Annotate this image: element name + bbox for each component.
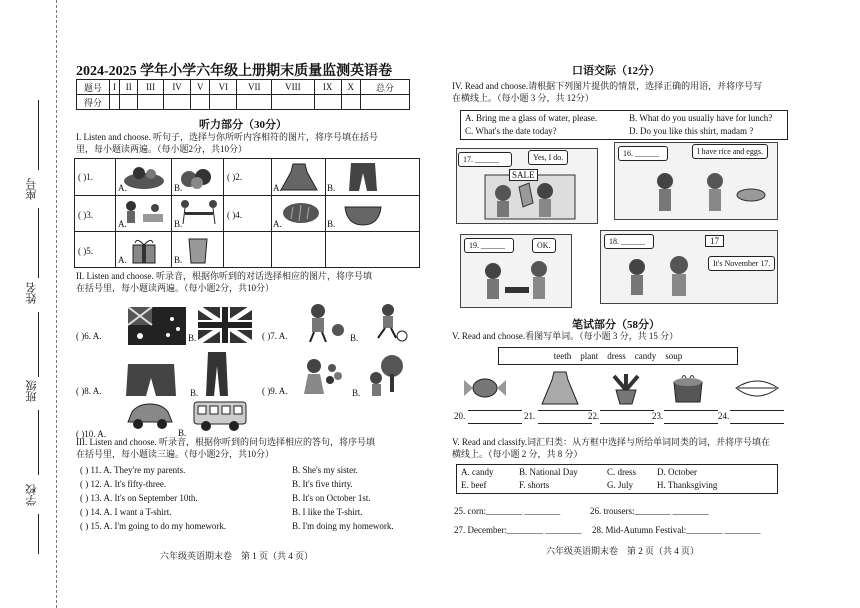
classify-option: A. candy [461,467,494,477]
oral-instructions [452,80,802,104]
section3-questions [80,464,420,534]
score-input[interactable] [138,95,164,110]
bread-loaf-icon [279,199,323,227]
question-7[interactable]: ( )7. A. [262,331,288,341]
question-26[interactable]: 26. trousers:________ ________ [590,506,709,516]
listening-title: 听力部分（30分） [199,119,287,131]
soup-pot-icon [668,372,708,406]
man-tree-icon [364,354,410,398]
question-17-blank[interactable]: 17. ______ [458,152,512,167]
section6-instructions [452,436,802,460]
question-6[interactable]: ( )6. A. [76,331,102,341]
speech-bubble-18: It's November 17. [708,256,775,271]
answer-line-23[interactable] [664,410,718,424]
score-header-row [77,80,410,95]
seat-label: 座号 [26,178,38,200]
question-20: 20. [454,411,466,421]
page-footer-left: 六年级英语期末卷 第 1 页（共 4 页） [160,551,314,561]
oral-options-box [460,110,788,140]
answer-line-21[interactable] [538,410,592,424]
score-input[interactable] [360,95,409,110]
score-input[interactable] [210,95,237,110]
score-cell: VI [210,80,237,95]
score-table [76,79,410,110]
option-b-label: B. [190,388,199,398]
classify-option: B. National Day [519,467,578,477]
instruction-line: 里，每小题读两遍。（每小题2分，共10分） [76,144,248,154]
section1-grid [74,158,420,268]
calendar-icon: 17 [705,235,724,247]
score-input[interactable] [314,95,341,110]
name-label: 姓名 [26,282,38,304]
written-title: 笔试部分（58分） [572,319,660,331]
classify-option: E. beef [461,480,487,490]
oral-option: A. Bring me a glass of water, please. [465,113,598,123]
score-cell: VII [237,80,272,95]
instruction-line: V. Read and classify.词汇归类：从方框中选择与所给单词同类的词，并将序号填在 [452,437,770,447]
score-cell: 总分 [360,80,409,95]
instruction-line: II. Listen and choose. 听录音，根据你听到的对话选择相应的图片，将序号填 [76,271,372,281]
score-cell: II [120,80,138,95]
speech-bubble-17: Yes, I do. [528,150,568,165]
question-2[interactable]: ( )2. [227,172,242,182]
option-b-label: B. [327,219,336,229]
question-25[interactable]: 25. corn:________ ________ [454,506,561,516]
instruction-line: 在括号里，每小题读三遍。（每小题2分，共10分） [76,449,275,459]
option-a[interactable]: ( ) 12. A. It's fifty-three. [80,479,167,489]
soup-bowl-icon [341,199,385,227]
question-16-blank[interactable]: 16. ______ [618,146,668,161]
shorts-icon [124,362,178,400]
australia-flag-icon [128,307,186,345]
classify-option: G. July [607,480,634,490]
option-a-label: A. [273,183,282,193]
classify-option: C. dress [607,467,636,477]
oral-option: D. Do you like this shirt, madam ? [629,126,754,136]
score-cell: I [110,80,120,95]
section1-instructions [76,131,416,155]
jeans-icon [204,350,230,398]
bus-icon [192,400,248,432]
sale-sign: SALE [509,169,538,181]
oral-title: 口语交际（12分） [572,65,660,77]
uk-flag-icon [198,307,252,343]
restaurant-scene-icon [469,257,565,305]
question-19-blank[interactable]: 19. ______ [464,238,514,253]
oral-option: C. What's the date today? [465,126,557,136]
section3-instructions [76,436,416,460]
calendar-scene-icon [617,253,697,301]
question-22: 22. [588,411,600,421]
question-1[interactable]: ( )1. [78,172,93,182]
section2-instructions [76,270,416,294]
question-28[interactable]: 28. Mid-Autumn Festival:________ ________ [592,525,761,535]
divider-line [38,410,39,475]
score-cell: 得分 [77,95,110,110]
option-a[interactable]: ( ) 11. A. They're my parents. [80,465,186,475]
trousers-icon [341,161,385,193]
boy-basketball-icon [300,302,346,342]
option-b-label: B. [174,219,183,229]
school-label: 学校 [26,484,38,506]
question-9[interactable]: ( )9. A. [262,386,288,396]
question-row[interactable] [80,478,420,492]
divider-line [38,208,39,278]
instruction-line: 在括号里，每小题读两遍。（每小题2分，共10分） [76,283,275,293]
divider-line [38,312,39,377]
score-input[interactable] [237,95,272,110]
option-b-label: B. [178,428,187,438]
plant-icon [608,372,644,406]
page-footer-right: 六年级英语期末卷 第 2 页（共 4 页） [546,546,700,556]
speech-bubble-19: OK. [532,238,556,253]
candy-icon [462,372,508,404]
cup-icon [183,235,213,265]
score-input[interactable] [341,95,360,110]
score-input[interactable] [110,95,120,110]
option-a[interactable]: ( ) 14. A. I want a T-shirt. [80,507,172,517]
option-b-label: B. [350,333,359,343]
oral-option: B. What do you usually have for lunch? [629,113,773,123]
answer-line-20[interactable] [468,410,522,424]
option-b[interactable]: B. I'm doing my homework. [292,521,394,531]
question-4[interactable]: ( )4. [227,210,242,220]
question-3[interactable]: ( )3. [78,210,93,220]
option-a-label: A. [273,219,282,229]
score-cell: III [138,80,164,95]
car-icon [124,402,176,432]
option-b-label: B. [174,255,183,265]
score-cell: IX [314,80,341,95]
section5-instructions: V. Read and choose.看图写单词。（每小题 3 分，共 15 分） [452,331,679,341]
instruction-line: 横线上。（每小题 2 分，共 8 分） [452,449,583,459]
option-b-label: B. [174,183,183,193]
dress-icon [540,370,580,406]
binding-strip [0,0,60,608]
option-a-label: A. [118,255,127,265]
question-24: 24. [718,411,730,421]
exam-title: 2024-2025 学年小学六年级上册期末质量监测英语卷 [76,64,393,79]
question-10[interactable]: ( )10. A. [76,429,106,439]
option-b[interactable]: B. It's on October 1st. [292,493,371,503]
instruction-line: III. Listen and choose. 听录音，根据你听到的问句选择相应的答句，将序号填 [76,437,375,447]
option-b[interactable]: B. She's my sister. [292,465,358,475]
gift-box-icon [127,235,161,265]
girl-flowers-icon [298,356,344,398]
score-input[interactable] [191,95,210,110]
question-row[interactable] [80,492,420,506]
score-cell: VIII [272,80,314,95]
option-b-label: B. [352,388,361,398]
question-27[interactable]: 27. December:________ ________ [454,525,582,535]
teeth-icon [734,378,780,402]
speech-bubble-16: I have rice and eggs. [692,144,768,159]
score-cell: X [341,80,360,95]
question-21: 21. [524,411,536,421]
instruction-line: 在横线上。（每小题 3 分，共 12分） [452,93,594,103]
instruction-line: I. Listen and choose. 听句子，选择与你所听内容相符的图片，将序号填在括号 [76,132,378,142]
classify-option: F. shorts [519,480,550,490]
score-cell: 题号 [77,80,110,95]
question-row[interactable] [80,464,420,478]
option-b[interactable]: B. I like the T-shirt. [292,507,363,517]
score-input[interactable] [164,95,191,110]
option-a-label: A. [118,219,127,229]
word-bank: teeth plant dress candy soup [498,347,738,365]
divider-line [38,514,39,554]
answer-line-24[interactable] [730,410,784,424]
option-b-label: B. [188,333,197,343]
classify-option: D. October [657,467,697,477]
instruction-line: IV. Read and choose.请根据下列图片提供的情景，选择正确的用语，并将序号写 [452,81,763,91]
question-5[interactable]: ( )5. [78,246,93,256]
divider-line [38,100,39,170]
score-cell: V [191,80,210,95]
option-b-label: B. [327,183,336,193]
score-value-row [77,95,410,110]
option-b[interactable]: B. It's five thirty. [292,479,353,489]
question-18-blank[interactable]: 18. ______ [604,234,654,249]
class-label: 班级 [26,380,38,402]
score-cell: IV [164,80,191,95]
question-row[interactable] [80,520,420,534]
option-a[interactable]: ( ) 13. A. It's on September 10th. [80,493,198,503]
answer-line-22[interactable] [600,410,654,424]
classify-option: H. Thanksgiving [657,480,718,490]
cut-line [56,0,57,608]
question-row[interactable] [80,506,420,520]
classify-options-box [456,464,778,494]
option-a-label: A. [118,183,127,193]
boy-football-icon [368,302,408,342]
option-a[interactable]: ( ) 15. A. I'm going to do my homework. [80,521,227,531]
dress-icon [277,162,321,192]
score-input[interactable] [272,95,314,110]
score-input[interactable] [120,95,138,110]
question-8[interactable]: ( )8. A. [76,386,102,396]
lunch-scene-icon [625,167,771,217]
question-23: 23. [652,411,664,421]
